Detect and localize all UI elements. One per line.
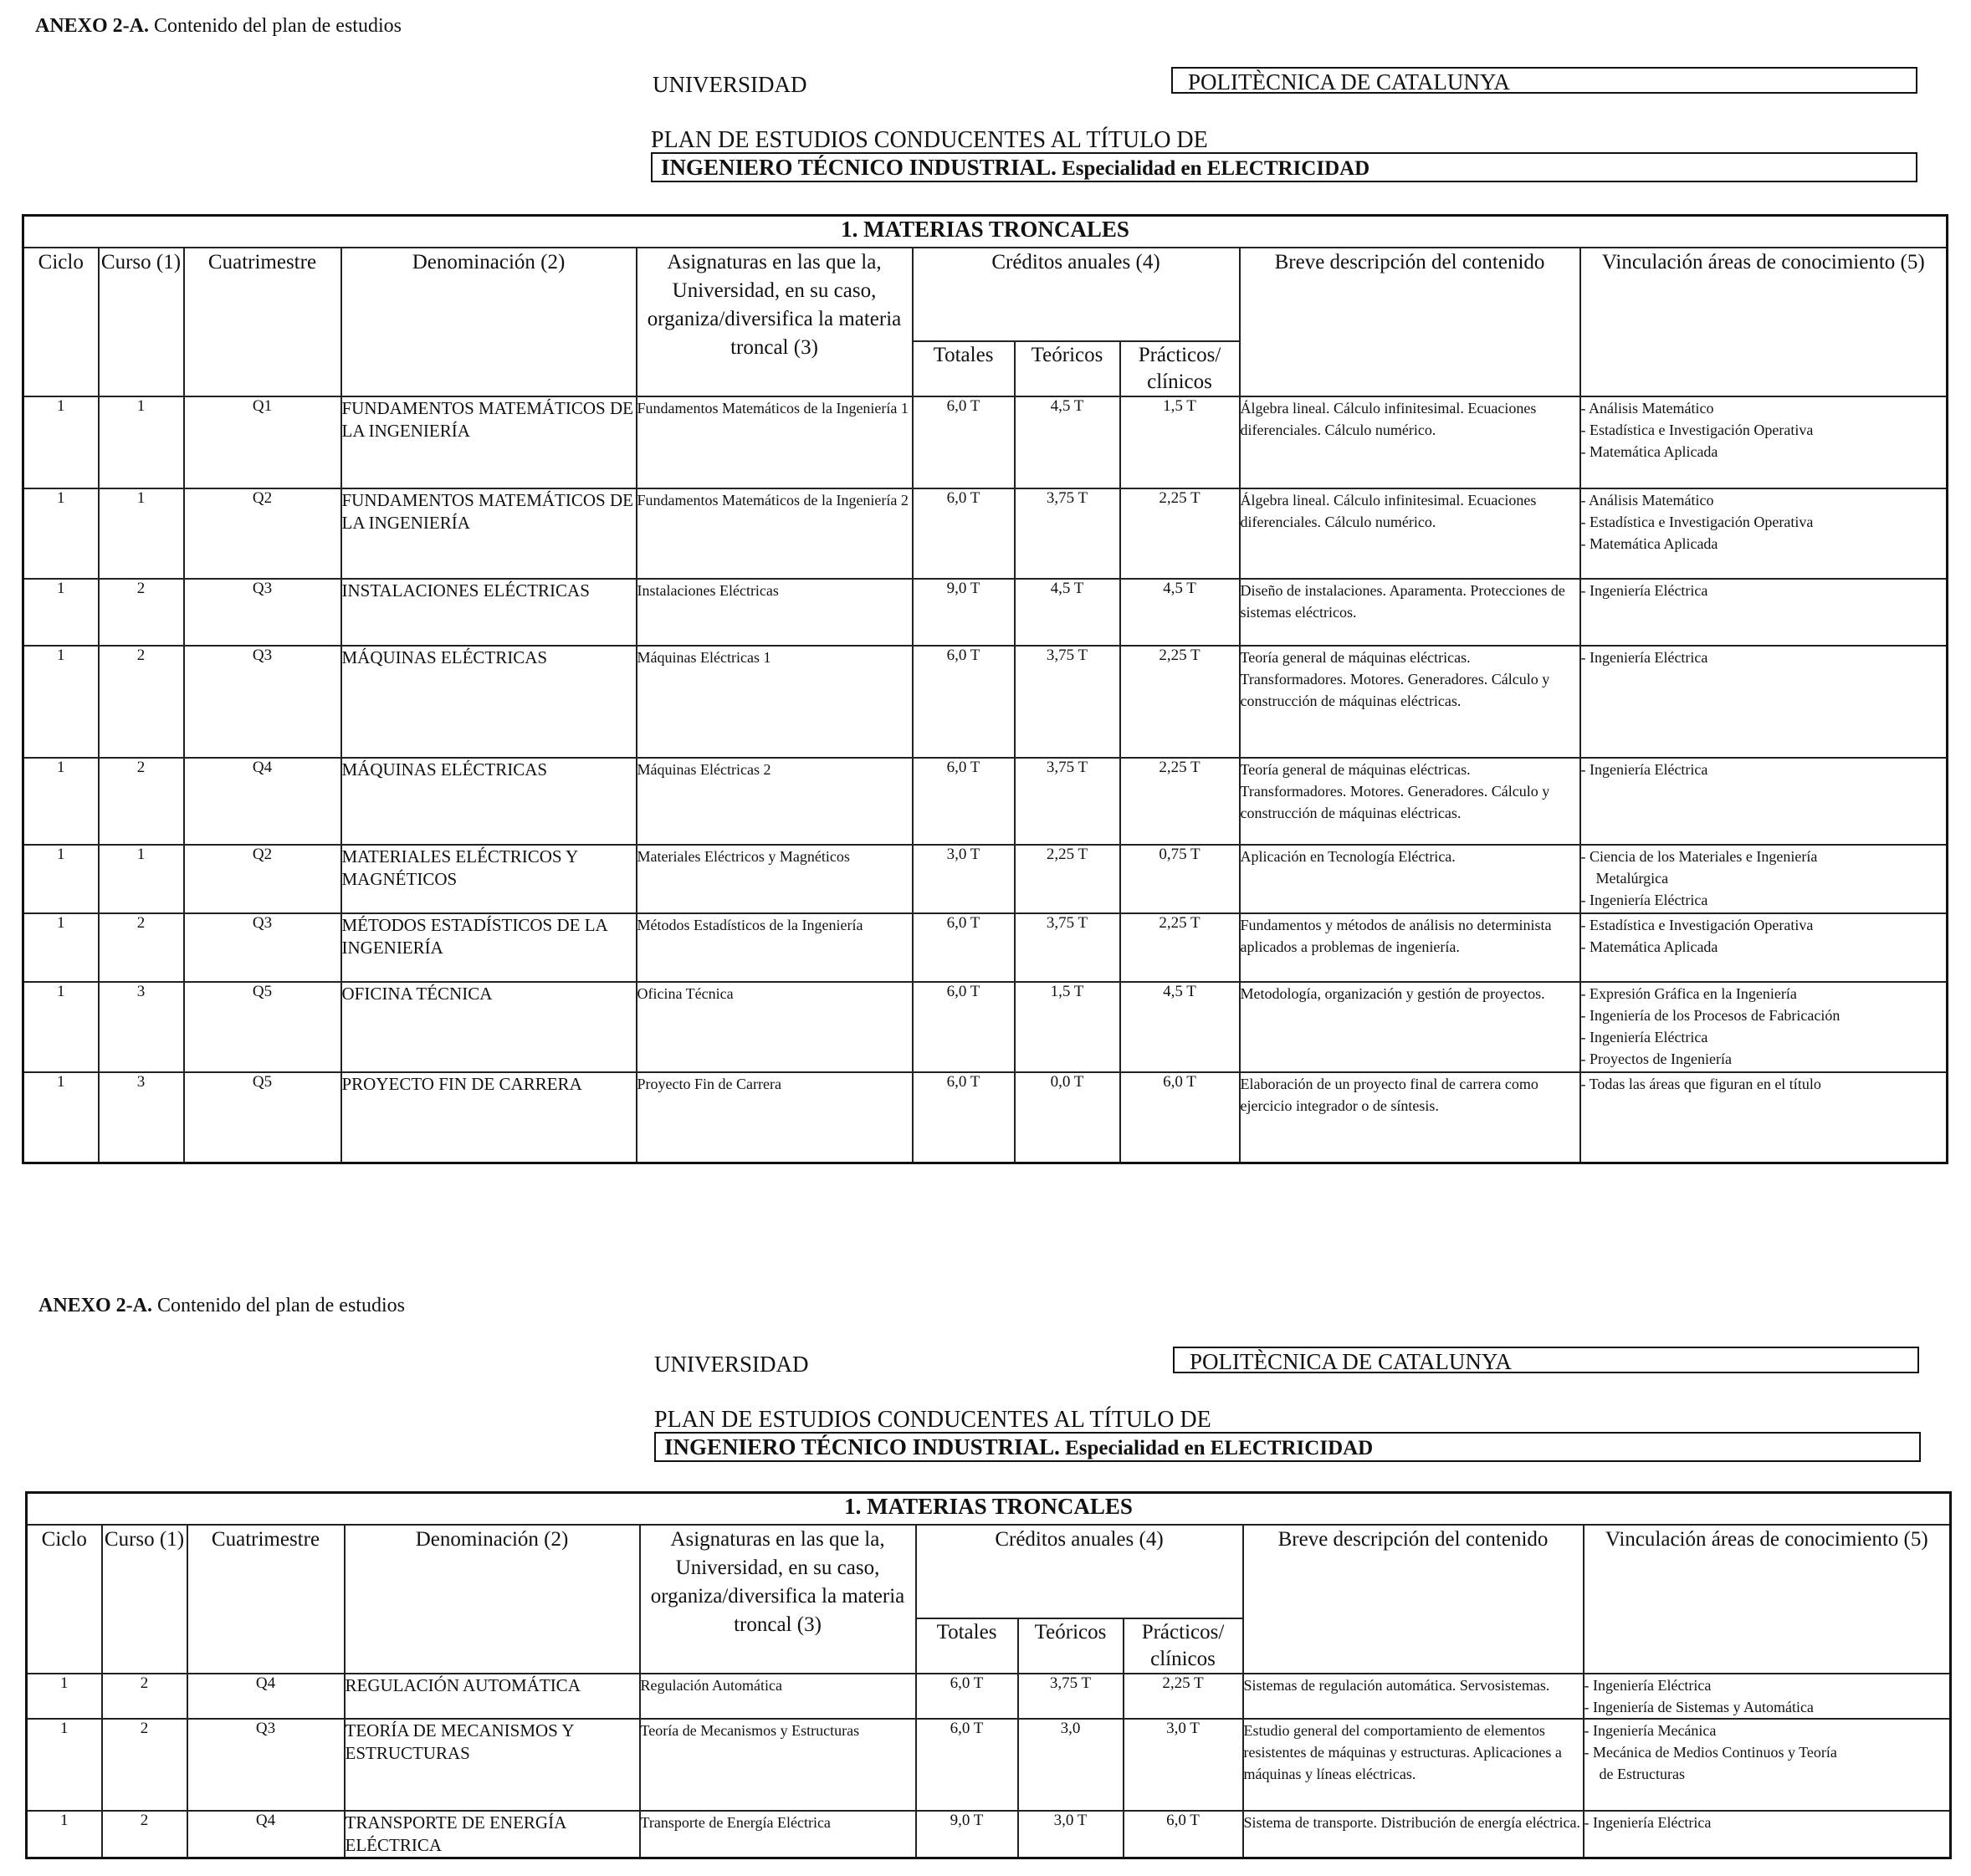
- cell-descripcion: Álgebra lineal. Cálculo infinitesimal. Ecuaciones diferenciales. Cálculo numérico.: [1240, 396, 1580, 488]
- cell-ciclo: 1: [23, 579, 99, 646]
- area-item: - Proyectos de Ingeniería: [1580, 1050, 1732, 1067]
- area-item: - Ingeniería de Sistemas y Automática: [1584, 1699, 1814, 1715]
- universidad-value-box: POLITÈCNICA DE CATALUNYA: [1173, 1347, 1919, 1373]
- cell-denominacion: MATERIALES ELÉCTRICOS Y MAGNÉTICOS: [341, 845, 637, 913]
- cell-asignaturas: Teoría de Mecanismos y Estructuras: [640, 1719, 916, 1811]
- table-row: [23, 1072, 1948, 1163]
- cell-vinculacion: [1580, 845, 1948, 913]
- header-descripcion: Breve descripción del contenido: [1243, 1525, 1584, 1674]
- plan-label: PLAN DE ESTUDIOS CONDUCENTES AL TÍTULO DE: [651, 127, 1208, 153]
- table-row: [23, 982, 1948, 1072]
- header-cuatrimestre: Cuatrimestre: [187, 1525, 345, 1674]
- header-practicos: Prácticos/ clínicos: [1120, 341, 1240, 396]
- cell-practicos: 2,25 T: [1120, 758, 1240, 845]
- cell-denominacion: FUNDAMENTOS MATEMÁTICOS DE LA INGENIERÍA: [341, 396, 637, 488]
- cell-curso: 2: [102, 1674, 187, 1719]
- area-item: - Estadística e Investigación Operativa: [1580, 917, 1814, 933]
- table-row: [23, 646, 1948, 758]
- universidad-value-box: POLITÈCNICA DE CATALUNYA: [1171, 67, 1917, 94]
- cell-ciclo: 1: [23, 758, 99, 845]
- annex-text: Contenido del plan de estudios: [149, 15, 402, 37]
- cell-ciclo: 1: [27, 1719, 102, 1811]
- cell-ciclo: 1: [23, 1072, 99, 1163]
- cell-ciclo: 1: [23, 982, 99, 1072]
- cell-totales: 6,0 T: [913, 1072, 1015, 1163]
- table-row: [23, 579, 1948, 646]
- header-denominacion: Denominación (2): [341, 248, 637, 396]
- area-item: - Ingeniería Eléctrica: [1584, 1814, 1712, 1831]
- cell-asignaturas: Fundamentos Matemáticos de la Ingeniería 1: [637, 396, 913, 488]
- table-row: [23, 488, 1948, 579]
- cell-practicos: 2,25 T: [1124, 1674, 1243, 1719]
- table-row: [27, 1719, 1951, 1811]
- cell-cuatrimestre: Q3: [184, 646, 341, 758]
- header-totales: Totales: [916, 1618, 1018, 1674]
- cell-ciclo: 1: [23, 646, 99, 758]
- cell-teoricos: 3,0 T: [1018, 1811, 1124, 1858]
- header-descripcion: Breve descripción del contenido: [1240, 248, 1580, 396]
- cell-totales: 6,0 T: [913, 488, 1015, 579]
- cell-asignaturas: Materiales Eléctricos y Magnéticos: [637, 845, 913, 913]
- cell-denominacion: TRANSPORTE DE ENERGÍA ELÉCTRICA: [345, 1811, 640, 1858]
- cell-descripcion: Diseño de instalaciones. Aparamenta. Protecciones de sistemas eléctricos.: [1240, 579, 1580, 646]
- degree-title-box: [654, 1432, 1921, 1462]
- cell-cuatrimestre: Q3: [187, 1719, 345, 1811]
- cell-ciclo: 1: [23, 913, 99, 982]
- cell-totales: 6,0 T: [913, 646, 1015, 758]
- cell-cuatrimestre: Q5: [184, 982, 341, 1072]
- header-curso: Curso (1): [99, 248, 184, 396]
- cell-vinculacion: [1580, 913, 1948, 982]
- cell-vinculacion: [1584, 1811, 1951, 1858]
- cell-teoricos: 2,25 T: [1015, 845, 1120, 913]
- cell-vinculacion: [1584, 1719, 1951, 1811]
- area-item: - Matemática Aplicada: [1580, 535, 1718, 552]
- header-vinculacion: Vinculación áreas de conocimiento (5): [1580, 248, 1948, 396]
- materias-table: [25, 1491, 1952, 1859]
- table-row: [27, 1674, 1951, 1719]
- annex-label: ANEXO 2-A.: [38, 1295, 152, 1316]
- cell-ciclo: 1: [23, 396, 99, 488]
- cell-denominacion: INSTALACIONES ELÉCTRICAS: [341, 579, 637, 646]
- cell-cuatrimestre: Q4: [187, 1811, 345, 1858]
- cell-asignaturas: Métodos Estadísticos de la Ingeniería: [637, 913, 913, 982]
- cell-curso: 1: [99, 488, 184, 579]
- area-item: - Ingeniería Eléctrica: [1580, 761, 1708, 778]
- cell-cuatrimestre: Q3: [184, 579, 341, 646]
- header-ciclo: Ciclo: [23, 248, 99, 396]
- cell-vinculacion: [1580, 579, 1948, 646]
- area-item: de Estructuras: [1599, 1766, 1685, 1782]
- area-item: - Matemática Aplicada: [1580, 443, 1718, 460]
- cell-descripcion: Aplicación en Tecnología Eléctrica.: [1240, 845, 1580, 913]
- cell-cuatrimestre: Q2: [184, 488, 341, 579]
- cell-descripcion: Teoría general de máquinas eléctricas. Transformadores. Motores. Generadores. Cálculo y construcción de máquinas eléctricas.: [1240, 646, 1580, 758]
- header-vinculacion: Vinculación áreas de conocimiento (5): [1584, 1525, 1951, 1674]
- cell-teoricos: 3,0: [1018, 1719, 1124, 1811]
- area-item: - Mecánica de Medios Continuos y Teoría: [1584, 1744, 1837, 1761]
- cell-practicos: 4,5 T: [1120, 579, 1240, 646]
- cell-asignaturas: Instalaciones Eléctricas: [637, 579, 913, 646]
- cell-denominacion: MÁQUINAS ELÉCTRICAS: [341, 646, 637, 758]
- cell-teoricos: 3,75 T: [1015, 913, 1120, 982]
- area-item: - Ingeniería Eléctrica: [1580, 649, 1708, 666]
- table-body: [23, 396, 1948, 1163]
- cell-curso: 2: [99, 579, 184, 646]
- degree-title: INGENIERO TÉCNICO INDUSTRIAL.: [661, 155, 1057, 180]
- cell-totales: 9,0 T: [913, 579, 1015, 646]
- header-creditos: Créditos anuales (4): [913, 248, 1240, 341]
- plan-label: PLAN DE ESTUDIOS CONDUCENTES AL TÍTULO DE: [654, 1407, 1211, 1433]
- cell-ciclo: 1: [27, 1811, 102, 1858]
- cell-curso: 2: [99, 758, 184, 845]
- cell-descripcion: Fundamentos y métodos de análisis no determinista aplicados a problemas de ingeniería.: [1240, 913, 1580, 982]
- area-item: - Matemática Aplicada: [1580, 938, 1718, 955]
- cell-curso: 2: [102, 1811, 187, 1858]
- area-item: - Ingeniería Eléctrica: [1580, 1029, 1708, 1045]
- cell-descripcion: Teoría general de máquinas eléctricas. Transformadores. Motores. Generadores. Cálculo y construcción de máquinas eléctricas.: [1240, 758, 1580, 845]
- cell-practicos: 2,25 T: [1120, 646, 1240, 758]
- header-creditos: Créditos anuales (4): [916, 1525, 1243, 1618]
- cell-teoricos: 4,5 T: [1015, 579, 1120, 646]
- cell-cuatrimestre: Q4: [187, 1674, 345, 1719]
- header-asignaturas: Asignaturas en las que la, Universidad, en su caso, organiza/diversifica la materia troncal (3): [640, 1525, 916, 1674]
- cell-curso: 2: [99, 646, 184, 758]
- area-item: - Análisis Matemático: [1580, 492, 1714, 509]
- cell-descripcion: Sistemas de regulación automática. Servosistemas.: [1243, 1674, 1584, 1719]
- cell-curso: 3: [99, 1072, 184, 1163]
- annex-heading: [35, 15, 402, 38]
- cell-vinculacion: [1580, 396, 1948, 488]
- cell-practicos: 6,0 T: [1124, 1811, 1243, 1858]
- cell-practicos: 4,5 T: [1120, 982, 1240, 1072]
- cell-ciclo: 1: [23, 845, 99, 913]
- area-item: - Ingeniería Eléctrica: [1584, 1677, 1712, 1694]
- cell-descripcion: Metodología, organización y gestión de proyectos.: [1240, 982, 1580, 1072]
- cell-vinculacion: [1580, 758, 1948, 845]
- area-item: - Estadística e Investigación Operativa: [1580, 514, 1814, 530]
- cell-descripcion: Elaboración de un proyecto final de carrera como ejercicio integrador o de síntesis.: [1240, 1072, 1580, 1163]
- page-2: [0, 1280, 1971, 1876]
- cell-vinculacion: [1580, 488, 1948, 579]
- table-body: [27, 1674, 1951, 1858]
- cell-practicos: 2,25 T: [1120, 913, 1240, 982]
- cell-denominacion: MÁQUINAS ELÉCTRICAS: [341, 758, 637, 845]
- cell-cuatrimestre: Q3: [184, 913, 341, 982]
- cell-denominacion: OFICINA TÉCNICA: [341, 982, 637, 1072]
- header-cuatrimestre: Cuatrimestre: [184, 248, 341, 396]
- universidad-label: UNIVERSIDAD: [653, 72, 807, 97]
- cell-totales: 6,0 T: [913, 396, 1015, 488]
- area-item: - Ciencia de los Materiales e Ingeniería: [1580, 848, 1818, 865]
- cell-asignaturas: Máquinas Eléctricas 2: [637, 758, 913, 845]
- cell-practicos: 1,5 T: [1120, 396, 1240, 488]
- cell-vinculacion: [1580, 1072, 1948, 1163]
- cell-totales: 6,0 T: [913, 982, 1015, 1072]
- cell-teoricos: 3,75 T: [1015, 758, 1120, 845]
- cell-totales: 6,0 T: [913, 913, 1015, 982]
- cell-totales: 9,0 T: [916, 1811, 1018, 1858]
- cell-vinculacion: [1580, 982, 1948, 1072]
- cell-vinculacion: [1580, 646, 1948, 758]
- header-teoricos: Teóricos: [1018, 1618, 1124, 1674]
- cell-practicos: 0,75 T: [1120, 845, 1240, 913]
- cell-ciclo: 1: [23, 488, 99, 579]
- cell-ciclo: 1: [27, 1674, 102, 1719]
- cell-practicos: 3,0 T: [1124, 1719, 1243, 1811]
- cell-denominacion: TEORÍA DE MECANISMOS Y ESTRUCTURAS: [345, 1719, 640, 1811]
- universidad-label: UNIVERSIDAD: [654, 1352, 809, 1377]
- cell-totales: 6,0 T: [913, 758, 1015, 845]
- cell-practicos: 6,0 T: [1120, 1072, 1240, 1163]
- cell-curso: 3: [99, 982, 184, 1072]
- table-row: [23, 396, 1948, 488]
- area-item: - Análisis Matemático: [1580, 400, 1714, 417]
- cell-descripcion: Sistema de transporte. Distribución de energía eléctrica.: [1243, 1811, 1584, 1858]
- cell-cuatrimestre: Q1: [184, 396, 341, 488]
- cell-descripcion: Estudio general del comportamiento de elementos resistentes de máquinas y estructuras. Aplicaciones a máquinas y líneas eléctricas.: [1243, 1719, 1584, 1811]
- cell-curso: 1: [99, 396, 184, 488]
- degree-title: INGENIERO TÉCNICO INDUSTRIAL.: [664, 1434, 1060, 1459]
- degree-title-box: [651, 152, 1917, 182]
- annex-heading: [38, 1295, 405, 1317]
- cell-asignaturas: Máquinas Eléctricas 1: [637, 646, 913, 758]
- header-practicos: Prácticos/ clínicos: [1124, 1618, 1243, 1674]
- cell-cuatrimestre: Q4: [184, 758, 341, 845]
- degree-specialty: Especialidad en ELECTRICIDAD: [1059, 1437, 1374, 1459]
- cell-asignaturas: Proyecto Fin de Carrera: [637, 1072, 913, 1163]
- area-item: - Ingeniería Mecánica: [1584, 1722, 1717, 1739]
- cell-totales: 6,0 T: [916, 1719, 1018, 1811]
- cell-teoricos: 3,75 T: [1015, 646, 1120, 758]
- cell-curso: 1: [99, 845, 184, 913]
- cell-practicos: 2,25 T: [1120, 488, 1240, 579]
- annex-text: Contenido del plan de estudios: [152, 1295, 405, 1316]
- cell-teoricos: 3,75 T: [1018, 1674, 1124, 1719]
- table-title: 1. MATERIAS TRONCALES: [23, 216, 1948, 248]
- table-row: [23, 758, 1948, 845]
- cell-teoricos: 1,5 T: [1015, 982, 1120, 1072]
- table-row: [23, 913, 1948, 982]
- header-denominacion: Denominación (2): [345, 1525, 640, 1674]
- table-title: 1. MATERIAS TRONCALES: [27, 1493, 1951, 1526]
- area-item: Metalúrgica: [1595, 870, 1669, 887]
- cell-cuatrimestre: Q2: [184, 845, 341, 913]
- cell-denominacion: PROYECTO FIN DE CARRERA: [341, 1072, 637, 1163]
- header-asignaturas: Asignaturas en las que la, Universidad, en su caso, organiza/diversifica la materia troncal (3): [637, 248, 913, 396]
- cell-asignaturas: Fundamentos Matemáticos de la Ingeniería 2: [637, 488, 913, 579]
- annex-label: ANEXO 2-A.: [35, 15, 149, 37]
- area-item: - Expresión Gráfica en la Ingeniería: [1580, 985, 1797, 1002]
- cell-vinculacion: [1584, 1674, 1951, 1719]
- area-item: - Ingeniería Eléctrica: [1580, 582, 1708, 599]
- degree-specialty: Especialidad en ELECTRICIDAD: [1056, 157, 1370, 180]
- cell-totales: 6,0 T: [916, 1674, 1018, 1719]
- area-item: - Estadística e Investigación Operativa: [1580, 422, 1814, 438]
- area-item: - Todas las áreas que figuran en el título: [1580, 1076, 1821, 1092]
- area-item: - Ingeniería de los Procesos de Fabricación: [1580, 1007, 1840, 1024]
- cell-denominacion: REGULACIÓN AUTOMÁTICA: [345, 1674, 640, 1719]
- cell-curso: 2: [102, 1719, 187, 1811]
- area-item: - Ingeniería Eléctrica: [1580, 892, 1708, 908]
- cell-asignaturas: Oficina Técnica: [637, 982, 913, 1072]
- cell-curso: 2: [99, 913, 184, 982]
- cell-teoricos: 0,0 T: [1015, 1072, 1120, 1163]
- cell-asignaturas: Transporte de Energía Eléctrica: [640, 1811, 916, 1858]
- cell-denominacion: FUNDAMENTOS MATEMÁTICOS DE LA INGENIERÍA: [341, 488, 637, 579]
- table-row: [23, 845, 1948, 913]
- cell-denominacion: MÉTODOS ESTADÍSTICOS DE LA INGENIERÍA: [341, 913, 637, 982]
- header-ciclo: Ciclo: [27, 1525, 102, 1674]
- header-curso: Curso (1): [102, 1525, 187, 1674]
- header-teoricos: Teóricos: [1015, 341, 1120, 396]
- cell-asignaturas: Regulación Automática: [640, 1674, 916, 1719]
- cell-descripcion: Álgebra lineal. Cálculo infinitesimal. Ecuaciones diferenciales. Cálculo numérico.: [1240, 488, 1580, 579]
- cell-cuatrimestre: Q5: [184, 1072, 341, 1163]
- materias-table: [22, 214, 1948, 1164]
- cell-teoricos: 3,75 T: [1015, 488, 1120, 579]
- table-row: [27, 1811, 1951, 1858]
- header-totales: Totales: [913, 341, 1015, 396]
- cell-teoricos: 4,5 T: [1015, 396, 1120, 488]
- cell-totales: 3,0 T: [913, 845, 1015, 913]
